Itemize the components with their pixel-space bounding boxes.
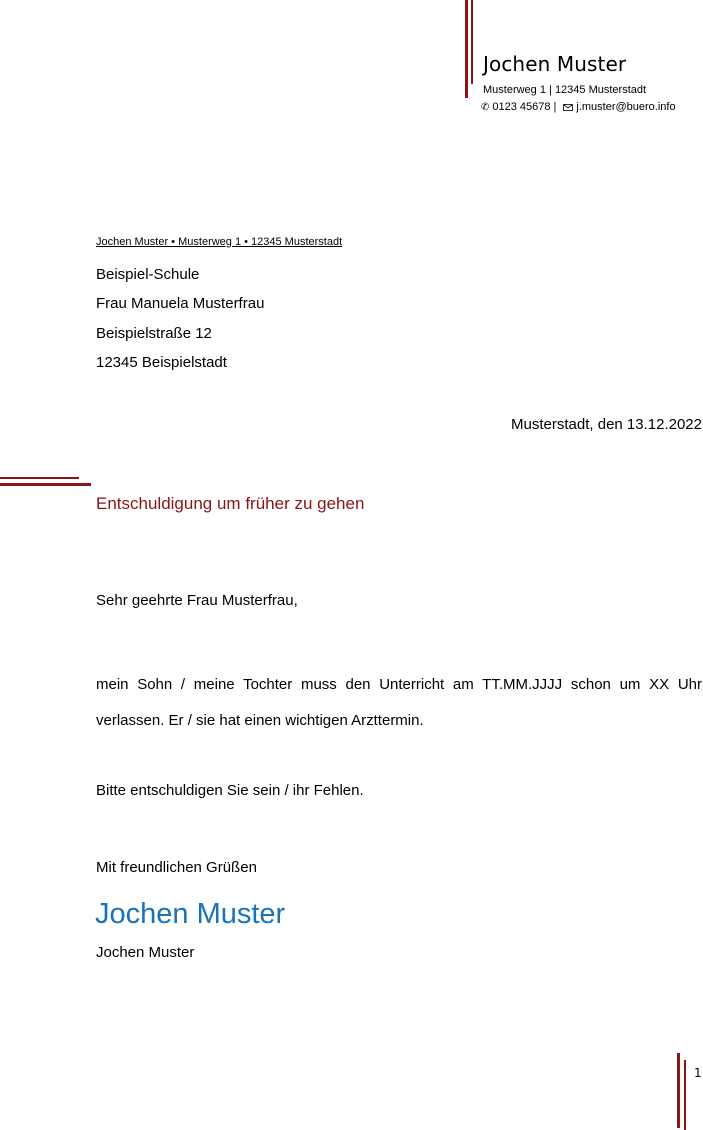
recipient-street: Beispielstraße 12	[96, 324, 212, 342]
recipient-city: 12345 Beispielstadt	[96, 353, 227, 371]
header-accent-bar	[465, 0, 468, 98]
sender-name: Jochen Muster	[483, 52, 627, 76]
recipient-block	[96, 260, 264, 377]
body-paragraph-2: Bitte entschuldigen Sie sein / ihr Fehlen.	[96, 782, 364, 799]
mail-icon	[563, 104, 573, 111]
subject-accent-line-thick	[0, 483, 91, 486]
footer-accent-bar	[677, 1053, 680, 1128]
sender-contact	[481, 101, 676, 113]
salutation: Sehr geehrte Frau Musterfrau,	[96, 592, 298, 609]
recipient-person: Frau Manuela Musterfrau	[96, 295, 265, 313]
body-paragraph-1: mein Sohn / meine Tochter muss den Unterricht am TT.MM.JJJJ schon um XX Uhr verlassen. Er / sie hat einen wichtigen Arzttermin.	[96, 676, 702, 729]
sender-phone: 0123 45678	[492, 101, 551, 113]
sender-email: j.muster@buero.info	[576, 101, 676, 113]
date-line: Musterstadt, den 13.12.2022	[511, 416, 702, 433]
recipient-school: Beispiel-Schule	[96, 266, 200, 283]
printed-name: Jochen Muster	[96, 944, 195, 961]
header-accent-bar-thin	[471, 0, 473, 84]
contact-separator: |	[553, 101, 557, 113]
subject-line: Entschuldigung um früher zu gehen	[96, 494, 365, 513]
page-number: 1	[694, 1066, 702, 1080]
signature: Jochen Muster	[95, 898, 286, 930]
footer-accent-bar-thin	[684, 1060, 686, 1130]
sender-address: Musterweg 1 | 12345 Musterstadt	[483, 84, 647, 96]
subject-accent-line	[0, 477, 79, 479]
closing: Mit freundlichen Grüßen	[96, 859, 257, 876]
return-address: Jochen Muster • Musterweg 1 • 12345 Musterstadt	[96, 236, 343, 248]
phone-icon: ✆	[481, 101, 490, 113]
